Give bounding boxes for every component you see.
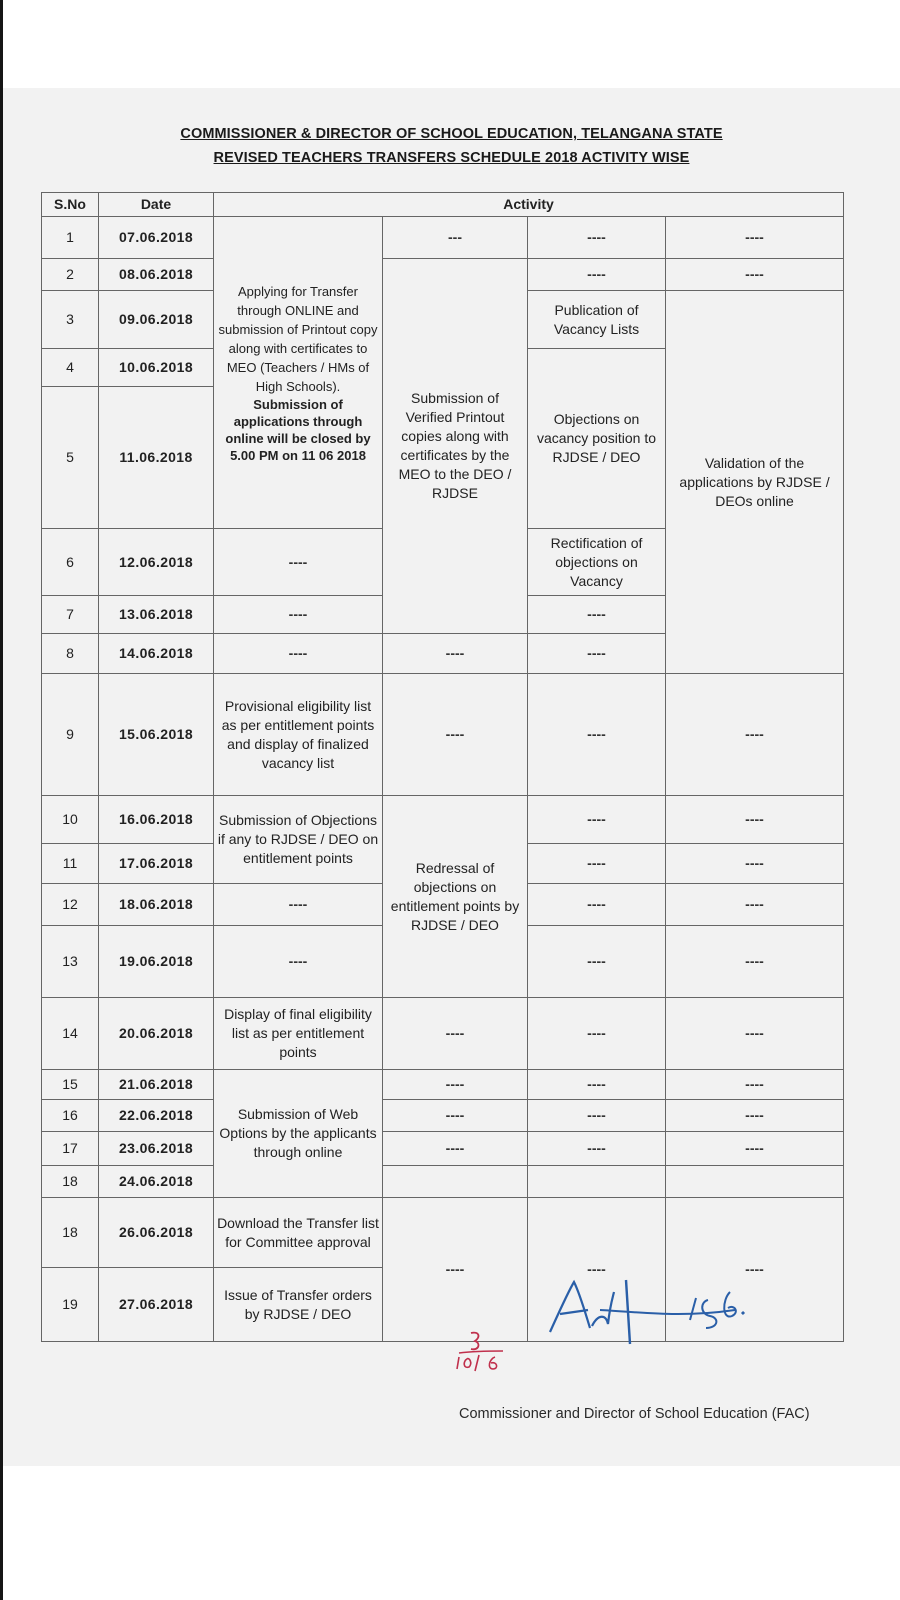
table-header-row	[42, 193, 844, 217]
schedule-table	[41, 192, 844, 1342]
col-sno-header: S.No	[42, 193, 99, 217]
table-row: 19 27.06.2018 Issue of Transfer orders by RJDSE / DEO	[42, 1268, 844, 1342]
activity-submission-objections: Submission of Objections if any to RJDSE / DEO on entitlement points	[214, 796, 383, 884]
document-subtitle: REVISED TEACHERS TRANSFERS SCHEDULE 2018 ACTIVITY WISE	[213, 150, 690, 166]
table-row: 13 19.06.2018 ---- ---- ----	[42, 926, 844, 998]
table-row: 6 12.06.2018 ---- Rectification of objections on Vacancy	[42, 529, 844, 596]
document-title: COMMISSIONER & DIRECTOR OF SCHOOL EDUCATION, TELANGANA STATE	[180, 126, 723, 142]
activity-provisional-list: Provisional eligibility list as per entitlement points and display of finalized vacancy list	[214, 674, 383, 796]
activity-issue-orders: Issue of Transfer orders by RJDSE / DEO	[214, 1268, 383, 1342]
activity-rectification: Rectification of objections on Vacancy	[528, 529, 666, 596]
table-row: 14 20.06.2018 Display of final eligibility list as per entitlement points ---- ---- ----	[42, 998, 844, 1070]
table-row: 16 22.06.2018 ---- ---- ----	[42, 1100, 844, 1132]
activity-objections-vacancy: Objections on vacancy position to RJDSE / DEO	[528, 349, 666, 529]
table-row: 2 08.06.2018 Submission of Verified Printout copies along with certificates by the MEO to the DEO / RJDSE ---- ----	[42, 259, 844, 291]
table-row: 15 21.06.2018 Submission of Web Options by the applicants through online ---- ---- ----	[42, 1070, 844, 1100]
document-page	[3, 88, 900, 1466]
handwritten-signature	[530, 1270, 810, 1350]
signatory-designation: Commissioner and Director of School Education (FAC)	[459, 1406, 810, 1422]
initials-mark	[445, 1325, 515, 1375]
table-row: 18 24.06.2018	[42, 1166, 844, 1198]
activity-download-transfer: Download the Transfer list for Committee approval	[214, 1198, 383, 1268]
table-row: 5 11.06.2018	[42, 387, 844, 529]
activity-submission-verified: Submission of Verified Printout copies along with certificates by the MEO to the DEO / RJDSE	[383, 259, 528, 634]
activity-final-eligibility: Display of final eligibility list as per entitlement points	[214, 998, 383, 1070]
col-activity-header: Activity	[214, 193, 844, 217]
table-row: 4 10.06.2018 Objections on vacancy position to RJDSE / DEO	[42, 349, 844, 387]
table-row: 9 15.06.2018 Provisional eligibility list as per entitlement points and display of finalized vacancy list ---- ---- ----	[42, 674, 844, 796]
activity-redressal: Redressal of objections on entitlement points by RJDSE / DEO	[383, 796, 528, 998]
activity-web-options: Submission of Web Options by the applicants through online	[214, 1070, 383, 1198]
table-row: 1 07.06.2018 Applying for Transfer through ONLINE and submission of Printout copy along with certificates to MEO (Teachers / HMs of High Schools). Submission of applications through online will be closed by 5.00 PM on 11 06 2018 --- ---- ----	[42, 217, 844, 259]
table-row: 8 14.06.2018 ---- ---- ----	[42, 634, 844, 674]
table-row: 11 17.06.2018 ---- ----	[42, 844, 844, 884]
table-row: 17 23.06.2018 ---- ---- ----	[42, 1132, 844, 1166]
table-row: 3 09.06.2018 Publication of Vacancy Lists Validation of the applications by RJDSE / DEOs online	[42, 291, 844, 349]
activity-publication-vacancy: Publication of Vacancy Lists	[528, 291, 666, 349]
activity-validation: Validation of the applications by RJDSE / DEOs online	[666, 291, 844, 674]
activity-apply-online: Applying for Transfer through ONLINE and submission of Printout copy along with certificates to MEO (Teachers / HMs of High Schools). Submission of applications through online will be closed by 5.00 PM on 11 06 2018	[214, 217, 383, 529]
table-row: 12 18.06.2018 ---- ---- ----	[42, 884, 844, 926]
table-row: 18 26.06.2018 Download the Transfer list for Committee approval ---- ---- ----	[42, 1198, 844, 1268]
col-date-header: Date	[99, 193, 214, 217]
table-row: 7 13.06.2018 ---- ----	[42, 596, 844, 634]
table-row: 10 16.06.2018 Submission of Objections if any to RJDSE / DEO on entitlement points Redressal of objections on entitlement points by RJDSE / DEO ---- ----	[42, 796, 844, 844]
